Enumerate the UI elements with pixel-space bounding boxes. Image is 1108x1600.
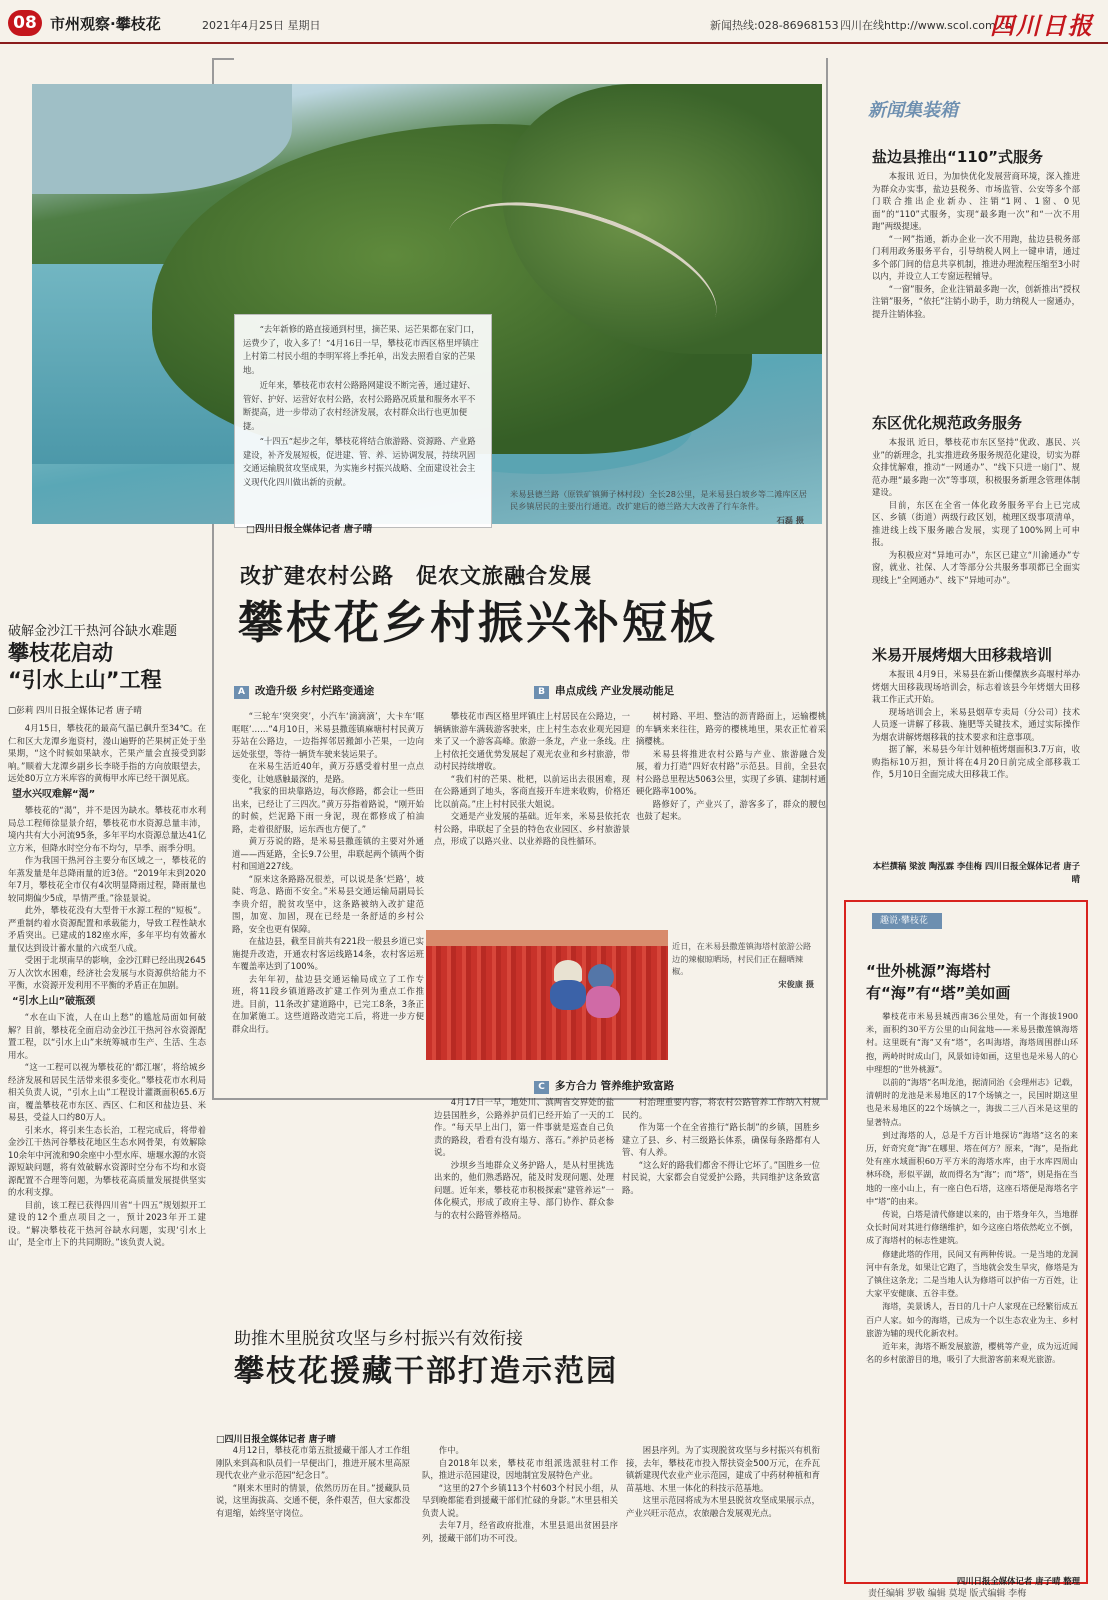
- masthead-logo: 四川日报: [990, 11, 1094, 40]
- right-article-2: 本报讯 近日，攀枝花市东区坚持“优政、惠民、兴业”的新理念，扎实推进政务服务规范化建设，切实为群众排忧解难，推动“一网通办”、“线下只进一扇门”、规范办理“最多跑一次”等事项，积极服务新理念管理体制建设。 目前，东区在全省一体化政务服务平台上已完成区、乡镇（街道）两级行政区划，梳理区级事项清单，推进线上线下服务融合发展，实现了100%网上可申报。 为积极应对“异地可办”，东区已建立“川渝通办”专窗，就业、社保、人才等部分公共服务事项都已全面实现线上“全网通办”、线下“异地可办”。: [872, 437, 1080, 585]
- intro-paragraph: “去年新修的路直接通到村里，摘芒果、运芒果都在家门口，运费少了，收入多了！”4月16日一早，攀枝花市西区格里坪镇庄上村第二村民小组的李明军将上季托单，出发去照看自家的芒果地。: [243, 324, 480, 375]
- news-hotline: 新闻热线:028-86968153: [710, 19, 839, 32]
- left-headline: 攀枝花启动 “引水上山”工程: [8, 641, 162, 692]
- article-column: “三轮车‘突突突’，小汽车‘滴滴滴’，大卡车‘哐哐哐’……”4月10日，米易县撒莲镇麻塘村村民黄万芬站在公路边，一边指挥邻居搬卸小芒果，一边向远处张望，等待一辆货车驶来装运果子。 在米易生活近40年，黄万芬感受着村里一点点变化，让她感触最深的，是路。 “我家的田块靠路边，每次修路，都会让一些田出来，已经让了三四次。”黄万芬指着路说，“刚开始的时候，烂泥路下雨一身泥，现在都修成了柏油路，走着很舒服，运东西也方便了。” 黄万芬说的路，是米易县撒莲镇的主要对外通道——西延路，全长9.7公里，串联起两个镇两个街村和国道227线。 “原来这条路路况很差，可以说是条‘烂路’，坡陡、弯急、路面不安全。”米易县交通运输局副局长李贵介绍，脱贫攻坚中，这条路被纳入改扩建范围，加宽、加固，现在已经是一条舒适的乡村公路，安全也更有保障。 在盐边县，截至目前共有221段一般县乡道已实施提升改造，开通农村客运线路14条，农村客运班车覆盖率达到了100%。 去年年初，盐边县交通运输局成立了工作专班，将11段乡镇道路改扩建工作列为重点工作推进。目前，11条改扩建道路中，已完工8条，3条正在加紧施工。这些道路改造完工后，将进一步方便群众出行。: [232, 711, 424, 1034]
- website: 四川在线http://www.scol.com.cn: [840, 19, 1013, 32]
- subhead-b: B 串点成线 产业发展动能足: [534, 683, 674, 699]
- bottom-byline: □四川日报全媒体记者 唐子晴: [216, 1435, 336, 1445]
- left-byline: □彭莉 四川日报全媒体记者 唐子晴: [8, 706, 142, 716]
- subhead-a: A 改造升级 乡村烂路变通途: [234, 683, 374, 699]
- article-column: 攀枝花市西区格里坪镇庄上村居民在公路边，一辆辆旅游车满载游客驶来，庄上村生态农业观光园迎来了又一个游客高峰。旅游一条龙，产业一条线。庄上村依托交通优势发展起了观光农业和乡村旅游，带动村民持续增收。 “我们村的芒果、枇杷，以前运出去很困难，现在公路通到了地头，客商直接开车进来收购，价格还比以前高。”庄上村村民张大姐说。 交通是产业发展的基础。近年来，米易县依托农村公路，串联起了全县的特色农业园区、乡村旅游景点，形成了以路兴业、以业养路的良性循环。: [434, 711, 630, 846]
- right-article-1: 本报讯 近日，为加快优化发展营商环境，深入推进为群众办实事，盐边县税务、市场监管、公安等多个部门联合推出企业新办、注销“1网、1窗、0见面”的“110”式服务，实现“最多跑一次”和“一次不用跑”两级提速。 “一网”指通，新办企业一次不用跑，盐边县税务部门利用政务服务平台，引导纳税人网上一键申请，通过多个部门间的信息共享机制，推进办理流程压缩至3小时以内，并设立人工专窗远程辅导。 “一窗”服务，企业注销最多跑一次，创新推出“授权注销”服务，“依托”注销小助手，助力纳税人一窗通办，提升注销体验。: [872, 171, 1080, 319]
- left-kicker: 破解金沙江干热河谷缺水难题: [8, 624, 178, 639]
- main-kicker: 改扩建农村公路 促农文旅融合发展: [240, 564, 592, 588]
- main-headline: 攀枝花乡村振兴补短板: [238, 596, 719, 649]
- right-headline-1: 盐边县推出“110”式服务: [872, 148, 1044, 166]
- right-headline-2: 东区优化规范政务服务: [872, 414, 1023, 432]
- left-subhead: 望水兴叹难解“渴”: [12, 788, 96, 800]
- intro-paragraph: 近年来，攀枝花市农村公路路网建设不断完善，通过建好、管好、护好、运营好农村公路，农村公路路况质量和服务水平不断提高，进一步带动了农村经济发展，农村群众出行也更加便捷。: [243, 380, 476, 431]
- feature-tag: 趣说·攀枝花: [872, 913, 942, 929]
- right-article-3: 本报讯 4月9日，米易县在新山傈僳族乡高堰村举办烤烟大田移栽现场培训会，标志着该县今年烤烟大田移栽工作正式开始。 现场培训会上，米易县烟草专卖局（分公司）技术人员逐一讲解了移栽、施肥等关键技术，通过实际操作为烟农讲解烤烟移栽的技术要求和注意事项。 据了解，米易县今年计划种植烤烟面积3.7万亩，收购指标10万担，预计将在4月20日前完成全部移栽工作，5月10日全面完成大田移栽工作。: [872, 669, 1080, 779]
- bottom-column: 困县序列。为了实现脱贫攻坚与乡村振兴有机衔接，去年，攀枝花市投入帮扶资金500万元，在乔瓦镇新建现代农业产业示范园，建成了中药材种植和育苗基地、木里一体化的科技示范基地。 这里示范园将成为木里县脱贫攻坚成果展示点，产业兴旺示范点，农旅融合发展观光点。: [626, 1445, 820, 1518]
- feature-article: 攀枝花市米易县城西南36公里处，有一个海拔1900米，面积约30平方公里的山间盆地——米易县撒莲镇海塔村。这里既有“海”又有“塔”，名叫海塔，海塔周围群山环抱，两岭时时成山门，风景如诗如画，这里也是米易人的心中理想的“世外桃源”。 以前的“海塔”名叫龙池，据清同治《会理州志》记载，清朝时的龙池是米易地区的17个场镇之一，民国时期这里也是米易地区的22个场镇之一，海拔二三八百米是这里的显著特点。 到过海塔的人，总是千方百计地探访“海塔”这名的来历，好奇究竟“海”在哪里、塔在何方？原来，“海”，是指此处有座水域面积60万平方米的海塔水库，由于水库四周山林环绕，形似平湖，故而得名为“海”；而“塔”，则是指在当地的一座小山上，有一座白色石塔，这座石塔便是海塔名字中“塔”的由来。 传说，白塔是清代修建以来的，由于塔身年久，当地群众长时间对其进行修缮维护，如今这座白塔依然屹立不倒，成了海塔村的标志性建筑。 修建此塔的作用，民间又有两种传说。一是当地的龙洞河中有条龙，如果让它跑了，当地就会发生旱灾，修塔是为了镇住这条龙；二是当地人认为修塔可以护佑一方百姓，让大家平安健康、五谷丰登。 海塔，美景诱人，吾日的几十户人家现在已经繁衍成五百户人家。如今的海塔，已成为一个以生态农业为主、乡村旅游为辅的现代化新农村。 近年来，海塔不断发展旅游，樱桃等产业，成为远近闻名的乡村旅游目的地，吸引了大批游客前来观光旅游。: [866, 1011, 1078, 1365]
- bottom-column: 作中。 自2018年以来，攀枝花市组派选派驻村工作队，推进示范园建设，因地制宜发展特色产业。 “这里的27个乡镇113个村603个村民小组，从早到晚都能看到援藏干部们忙碌的身影。”木里县相关负责人说。 去年7月，经省政府批准，木里县退出贫困县序列，援藏干部们功不可没。: [422, 1445, 618, 1543]
- photo2-caption: 近日，在米易县撒莲镇海塔村旅游公路边的辣椒晾晒场，村民们正在翻晒辣椒。 宋俊康 摄: [672, 941, 814, 989]
- feature-headline: “世外桃源”海塔村 有“海”有“塔”美如画: [866, 962, 1011, 1002]
- left-subhead: “引水上山”破瓶颈: [12, 995, 96, 1007]
- page-header: [0, 0, 1108, 44]
- news-box-label: 新闻集装箱: [868, 100, 958, 121]
- article-column: 树村路、平坦、整洁的沥青路面上，运输樱桃的车辆来来往往，路旁的樱桃地里，果农正忙着采摘樱桃。 米易县将推进农村公路与产业、旅游融合发展，着力打造“四好农村路”示范县。目前，全县农村公路总里程达5063公里，实现了乡镇、建制村通硬化路率100%。 路修好了，产业兴了，游客多了，群众的腰包也鼓了起来。: [636, 711, 826, 821]
- right-signature: 本栏撰稿 梁波 陶泓霖 李佳梅 四川日报全媒体记者 唐子晴: [872, 861, 1080, 884]
- main-byline: □四川日报全媒体记者 唐子晴: [246, 524, 373, 535]
- article-column: 村治理重要内容，将农村公路管养工作纳入村规民约。 作为第一个在全省推行“路长制”的乡镇，国胜乡建立了县、乡、村三级路长体系，确保每条路都有人管、有人养。 “这么好的路我们都舍不得让它坏了。”国胜乡一位村民说，大家都会自觉爱护公路，共同维护这条致富路。: [622, 1097, 820, 1195]
- photo2-credit: 宋俊康 摄: [778, 978, 814, 989]
- bottom-kicker: 助推木里脱贫攻坚与乡村振兴有效衔接: [234, 1329, 523, 1349]
- photo-credit: 石磊 摄: [776, 515, 804, 525]
- editor-credits: 责任编辑 罗敬 编辑 莫堤 版式编辑 李梅: [868, 1589, 1027, 1599]
- section-title: 市州观察·攀枝花: [50, 15, 161, 33]
- bottom-headline: 攀枝花援藏干部打造示范园: [234, 1354, 618, 1389]
- feature-signature: 四川日报全媒体记者 唐子晴 整理: [956, 1576, 1080, 1586]
- article-column: 4月17日一早，地处川、滇两省交界处的盐边县国胜乡，公路养护员们已经开始了一天的工作。“每天早上出门，第一件事就是巡查自己负责的路段，看看有没有塌方、落石。”养护员老杨说。 沙坝乡当地群众义务护路人，是从村里挑选出来的，他们熟悉路况，能及时发现问题、处理问题。近年来，攀枝花市积极探索“建管养运”一体化模式，形成了政府主导、部门协作、群众参与的农村公路管养格局。: [434, 1097, 614, 1220]
- page-number: 08: [8, 10, 42, 36]
- right-headline-3: 米易开展烤烟大田移栽培训: [872, 646, 1053, 664]
- intro-paragraph: “十四五”起步之年，攀枝花将结合旅游路、资源路、产业路建设，补齐发展短板，促进建、管、养、运协调发展，持续巩固交通运输脱贫攻坚成果，为实施乡村振兴战略、全面建设社会主义现代化四川做出新的贡献。: [243, 436, 476, 487]
- left-article: 4月15日，攀枝花的最高气温已飙升至34℃。在仁和区大龙潭乡迤资村，漫山遍野的芒果树正处于坐果期，“这个时候如果缺水，芒果产量会直接受到影响。”顺着大龙潭乡副乡长李晓手指的方向放眼望去，远处80万立方米库容的黄梅甲水库已经干涸见底。 望水兴叹难解“渴” 攀枝花的“渴”，并不是因为缺水。攀枝花市水利局总工程师徐显景介绍，攀枝花市水资源总量丰沛，境内共有大小河流95条，多年平均水资源总量达41亿立方米，但降水时空分布不均匀，早季、雨季分明。 作为我国干热河谷主要分布区域之一，攀枝花的年蒸发量是年总降雨量的近3倍。“2019年末到2020年7月，攀枝花全市仅有4次明显降雨过程，降雨量也较同期偏少5成，旱情严重。”徐显景说。 此外，攀枝花没有大型骨干水源工程的“短板”。严重制约着水资源配置和承载能力，导致工程性缺水矛盾突出。已建成的182座水库，多年平均有效蓄水量仅达到设计蓄水量的六成至八成。 受困于北坝南早的影响，金沙江畔已经出现2645万人次饮水困难，经济社会发展与水资源供给能力不平衡，水资源开发利用不平衡的矛盾正在加剧。 “引水上山”破瓶颈 “水在山下流，人在山上愁”的尴尬局面如何破解？目前，攀枝花全面启动金沙江干热河谷水资源配置工程，以“引水上山”来统筹城市生产、生活、生态用水。 “这一工程可以视为攀枝花的‘都江堰’，将给城乡经济发展和居民生活带来很多变化。”攀枝花市水利局相关负责人说，“引水上山”工程设计灌溉面积65.6万亩，覆盖攀枝花市东区、西区、仁和区和盐边县、米易县，受益人口约80万人。 引来水，将引来生态长治，工程完成后，将带着金沙江干热河谷攀枝花地区生态水网骨架，有效解除10余年中河流和90余座中小型水库、塘堰水源的水资源短缺问题，将有效破解水资源时空分布不均和水资源配置不合理等问题，为攀枝花高质量发展提供坚实的水利支撑。 目前，该工程已获得四川省“十四五”规划拟开工建设的12个重点项目之一，预计2023年开工建设。“解决攀枝花干热河谷缺水问题，实现‘引水上山’，是全市上下的共同期盼。”该负责人说。: [8, 723, 206, 1247]
- bottom-column: 4月12日，攀枝花市第五批援藏干部人才工作组刚队来到高和队员们一早便出门，推进开展木里高原现代农业产业示范园“纪念日”。 “刚来木里时的情景，依然历历在目。”援藏队员说，这里海拔高、交通不便，条件艰苦，但大家都没有退缩，始终坚守岗位。: [216, 1445, 410, 1518]
- subhead-c: C 多方合力 管养维护致富路: [534, 1078, 674, 1094]
- issue-date: 2021年4月25日 星期日: [202, 19, 321, 32]
- intro-box: [234, 314, 492, 528]
- chili-drying-photo: [426, 930, 668, 1060]
- photo-caption: 米易县德兰路（原铁矿镇狮子林村段）全长28公里，是米易县白坡乡等二滩库区居民乡镇居民的主要出行通道。改扩建后的德兰路大大改善了行车条件。 石磊 摄: [510, 489, 807, 525]
